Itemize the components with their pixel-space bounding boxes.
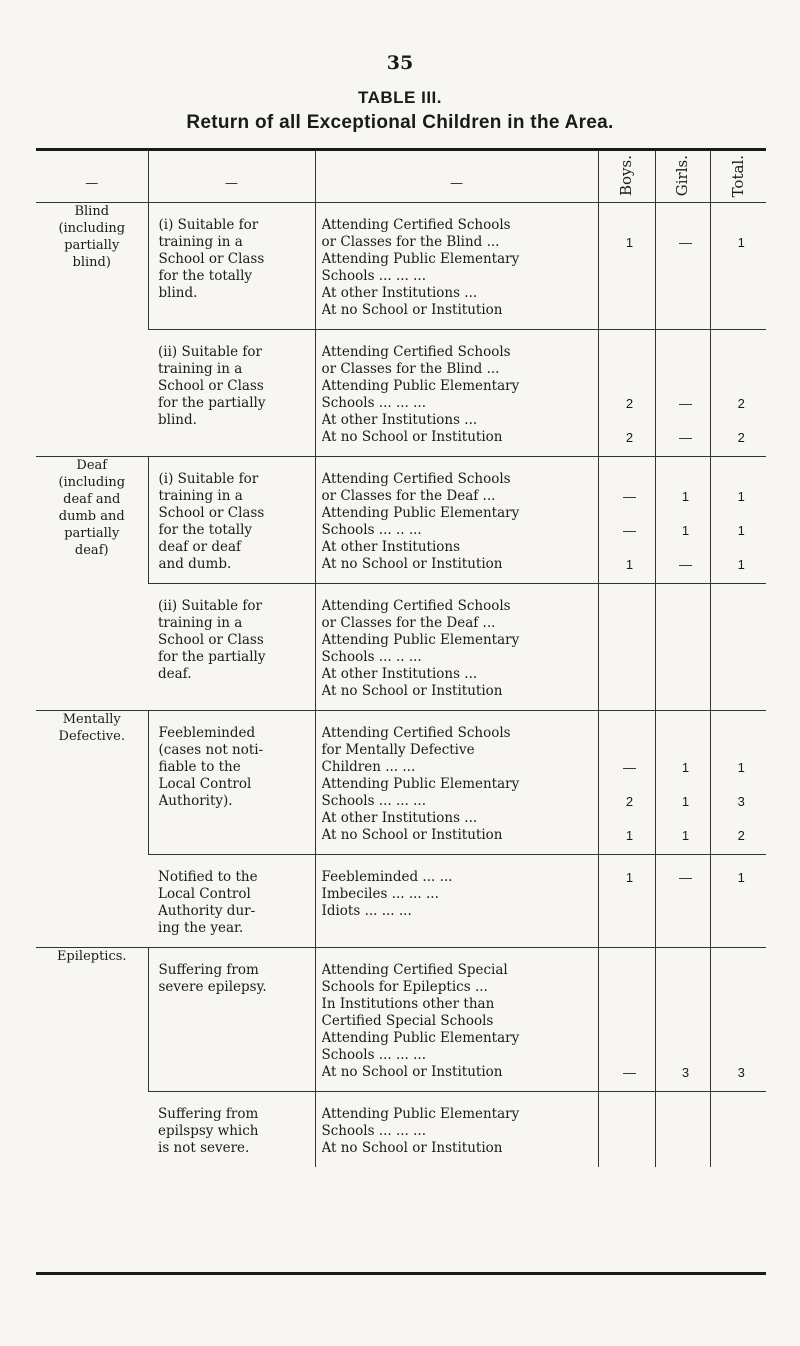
total-count [721,683,763,700]
boys-count [609,1123,651,1140]
total-count [721,378,763,395]
placement-text: for Mentally Defective [321,742,475,759]
category-label: (including [58,221,126,237]
suitability-text: (cases not noti- [158,742,264,759]
category-label: partially [64,238,120,254]
placement-text: Imbeciles ... ... ... [321,886,439,903]
girls-count: 1 [681,828,690,844]
suitability-text: for the partially [158,649,266,666]
girls-count-cell [655,203,710,330]
category-label: blind) [72,255,111,271]
girls-count [666,886,706,903]
girls-count [666,683,706,700]
placement-text: Attending Certified Schools [321,217,511,234]
suitability-text: Authority dur- [158,903,256,920]
boys-count [609,810,651,827]
category-label: Deaf [76,458,108,474]
girls-count [666,996,706,1013]
suitability-cell [148,948,315,1092]
placement-text: Schools ... ... ... [321,793,426,810]
placement-cell [315,948,598,1092]
total-count [721,776,763,793]
suitability-cell [148,203,315,330]
boys-count-cell [598,948,655,1092]
boys-count [609,776,651,793]
total-count-cell [710,855,766,948]
placement-text: or Classes for the Deaf ... [321,488,496,505]
total-count: 2 [737,396,745,412]
boys-count: 2 [625,396,634,412]
boys-count: — [623,489,636,505]
girls-count [666,1013,706,1030]
boys-count: 1 [625,870,634,886]
placement-text: Attending Certified Schools [321,598,511,615]
boys-count [609,361,651,378]
table-title: TABLE III. [357,88,442,107]
total-count-cell [710,330,766,457]
girls-count [666,632,706,649]
suitability-text: Suffering from [158,1106,259,1123]
girls-count [666,1030,706,1047]
total-count [721,725,763,742]
total-count [721,302,763,319]
total-count [721,996,763,1013]
total-count-cell [710,203,766,330]
boys-count [609,471,651,488]
total-count [721,979,763,996]
total-count [721,268,763,285]
placement-cell [315,330,598,457]
girls-count [666,962,706,979]
total-count [721,251,763,268]
total-count [721,1013,763,1030]
boys-count: 2 [625,794,634,810]
suitability-text: Notified to the [158,869,258,886]
suitability-text: for the totally [158,522,253,539]
suitability-text: Feebleminded [158,725,256,742]
placement-text: At other Institutions [321,539,461,556]
placement-cell [315,855,598,948]
category-label: Mentally [62,712,121,728]
suitability-text: blind. [158,285,198,302]
girls-count [666,1047,706,1064]
total-count: 3 [737,794,745,810]
girls-count [666,412,706,429]
suitability-text: (ii) Suitable for [158,598,263,615]
placement-text: At no School or Institution [321,827,503,844]
total-count [721,666,763,683]
category-label: deaf and [63,492,121,508]
placement-text: Attending Public Elementary [321,1106,520,1123]
girls-count [666,776,706,793]
boys-count [609,962,651,979]
suitability-text: training in a [158,234,243,251]
boys-count [609,344,651,361]
suitability-text: epilspsy which [158,1123,259,1140]
placement-text: Certified Special Schools [321,1013,494,1030]
placement-text: Attending Certified Schools [321,344,511,361]
placement-text: Schools ... ... ... [321,268,426,285]
girls-count: 1 [681,523,690,539]
suitability-text: for the partially [158,395,266,412]
placement-text: or Classes for the Blind ... [321,234,500,251]
placement-text: In Institutions other than [321,996,495,1013]
table-row [36,457,766,584]
suitability-text: fiable to the [158,759,241,776]
header-total: Total. [710,151,766,203]
boys-count [609,979,651,996]
exceptional-children-table [36,151,766,1167]
girls-count-cell [655,855,710,948]
total-count [721,810,763,827]
total-count: 2 [737,828,745,844]
girls-count: — [679,557,692,573]
boys-count: 1 [625,235,634,251]
placement-text: At no School or Institution [321,429,503,446]
girls-count: — [679,870,692,886]
boys-count [609,1106,651,1123]
suitability-text: Local Control [158,886,251,903]
placement-text: At other Institutions ... [321,666,478,683]
placement-text: At other Institutions ... [321,412,478,429]
suitability-text: for the totally [158,268,253,285]
girls-count [666,725,706,742]
suitability-text: ing the year. [158,920,244,937]
header-girls: Girls. [655,151,710,203]
suitability-text: (i) Suitable for [158,471,259,488]
boys-count [609,539,651,556]
placement-text: Children ... ... [321,759,416,776]
total-count: 1 [737,760,745,776]
total-count-cell [710,1092,766,1168]
girls-count-cell [655,948,710,1092]
header-placement: — [315,151,598,203]
girls-count [666,217,706,234]
boys-count [609,903,651,920]
placement-cell [315,584,598,711]
placement-text: At no School or Institution [321,302,503,319]
girls-count: — [679,430,692,446]
placement-text: Schools ... ... ... [321,395,426,412]
girls-count-cell [655,1092,710,1168]
boys-count [609,598,651,615]
placement-text: At other Institutions ... [321,285,478,302]
placement-text: Attending Public Elementary [321,505,520,522]
total-count [721,285,763,302]
total-count [721,539,763,556]
category-label: dumb and [58,509,125,525]
placement-text: At no School or Institution [321,683,503,700]
suitability-text: deaf or deaf [158,539,242,556]
category-label: partially [64,526,120,542]
boys-count [609,505,651,522]
girls-count: 1 [681,760,690,776]
category-cell [36,203,148,457]
placement-text: Attending Public Elementary [321,1030,520,1047]
placement-text: Attending Public Elementary [321,378,520,395]
total-count [721,1047,763,1064]
girls-count [666,1140,706,1157]
boys-count [609,1030,651,1047]
girls-count-cell [655,584,710,711]
suitability-text: School or Class [158,251,265,268]
total-count: 1 [737,235,745,251]
boys-count [609,666,651,683]
placement-text: Schools for Epileptics ... [321,979,488,996]
suitability-text: deaf. [158,666,192,683]
girls-count [666,251,706,268]
boys-count-cell [598,1092,655,1168]
suitability-cell [148,330,315,457]
girls-count: 3 [681,1065,690,1081]
suitability-cell [148,584,315,711]
boys-count: 1 [625,557,634,573]
table-row [36,711,766,855]
placement-text: Schools ... ... ... [321,1047,426,1064]
total-count [721,505,763,522]
category-label: Epileptics. [56,949,127,965]
total-count [721,903,763,920]
suitability-text: and dumb. [158,556,232,573]
girls-count [666,361,706,378]
category-label: deaf) [74,543,109,559]
total-count [721,217,763,234]
total-count [721,1140,763,1157]
placement-text: Attending Certified Schools [321,725,511,742]
boys-count [609,1047,651,1064]
bottom-rule [36,1272,766,1275]
suitability-text: (i) Suitable for [158,217,259,234]
girls-count [666,810,706,827]
category-label: Blind [74,204,110,220]
boys-count [609,615,651,632]
total-count-cell [710,948,766,1092]
boys-count [609,886,651,903]
suitability-text: Suffering from [158,962,259,979]
boys-count-cell [598,711,655,855]
boys-count: 2 [625,430,634,446]
table-row [36,203,766,330]
girls-count-cell [655,711,710,855]
boys-count-cell [598,457,655,584]
placement-text: Attending Public Elementary [321,632,520,649]
girls-count [666,539,706,556]
placement-text: Schools ... .. ... [321,649,422,666]
total-count-cell [710,457,766,584]
category-cell [36,948,148,1168]
suitability-text: training in a [158,615,243,632]
suitability-text: blind. [158,412,197,429]
girls-count [666,979,706,996]
placement-text: At no School or Institution [321,1140,503,1157]
suitability-cell [148,711,315,855]
suitability-text: (ii) Suitable for [158,344,263,361]
total-count [721,471,763,488]
total-count [721,615,763,632]
boys-count-cell [598,330,655,457]
placement-text: Attending Public Elementary [321,251,520,268]
placement-text: or Classes for the Deaf ... [321,615,496,632]
girls-count [666,471,706,488]
boys-count: — [623,523,636,539]
total-count [721,886,763,903]
placement-cell [315,1092,598,1168]
boys-count: — [623,1065,636,1081]
boys-count [609,251,651,268]
placement-cell [315,457,598,584]
boys-count [609,1013,651,1030]
category-label: Defective. [58,729,125,745]
header-boys: Boys. [598,151,655,203]
header-row [36,151,766,203]
placement-text: At no School or Institution [321,1064,503,1081]
suitability-text: School or Class [158,632,264,649]
suitability-text: severe epilepsy. [158,979,267,996]
suitability-cell [148,457,315,584]
boys-count [609,996,651,1013]
placement-text: Feebleminded ... ... [321,869,453,886]
girls-count-cell [655,457,710,584]
total-count [721,632,763,649]
boys-count [609,649,651,666]
suitability-cell [148,1092,315,1168]
girls-count [666,378,706,395]
boys-count [609,217,651,234]
total-count [721,1030,763,1047]
suitability-text: training in a [158,361,243,378]
total-count: 1 [737,557,745,573]
suitability-text: training in a [158,488,243,505]
category-cell [36,457,148,711]
suitability-text: Authority). [158,793,233,810]
placement-text: Schools ... .. ... [321,522,422,539]
girls-count [666,268,706,285]
total-count-cell [710,711,766,855]
page-number: 35 [386,52,414,74]
girls-count [666,598,706,615]
total-count [721,412,763,429]
total-count [721,962,763,979]
boys-count [609,268,651,285]
placement-cell [315,711,598,855]
boys-count [609,412,651,429]
placement-text: Schools ... ... ... [321,1123,426,1140]
girls-count: 1 [681,794,690,810]
boys-count [609,302,651,319]
boys-count [609,683,651,700]
placement-text: At no School or Institution [321,556,503,573]
girls-count [666,302,706,319]
boys-count-cell [598,584,655,711]
girls-count: — [679,235,692,251]
category-cell [36,711,148,948]
total-count: 1 [737,489,745,505]
table-row [36,948,766,1092]
girls-count: 1 [681,489,690,505]
placement-cell [315,203,598,330]
total-count [721,1123,763,1140]
girls-count [666,344,706,361]
suitability-text: is not severe. [158,1140,250,1157]
boys-count [609,285,651,302]
suitability-text: School or Class [158,505,265,522]
girls-count [666,742,706,759]
total-count [721,361,763,378]
girls-count: — [679,396,692,412]
girls-count [666,649,706,666]
girls-count [666,505,706,522]
suitability-text: Local Control [158,776,252,793]
boys-count [609,378,651,395]
girls-count [666,1106,706,1123]
boys-count-cell [598,855,655,948]
boys-count [609,632,651,649]
boys-count [609,1140,651,1157]
total-count [721,598,763,615]
placement-text: or Classes for the Blind ... [321,361,500,378]
total-count [721,1106,763,1123]
total-count [721,742,763,759]
girls-count [666,666,706,683]
boys-count: — [623,760,636,776]
placement-text: Attending Certified Schools [321,471,511,488]
total-count [721,649,763,666]
girls-count [666,615,706,632]
header-suitability: — [148,151,315,203]
boys-count-cell [598,203,655,330]
girls-count [666,1123,706,1140]
category-label: (including [58,475,126,491]
girls-count [666,285,706,302]
girls-count-cell [655,330,710,457]
placement-text: Attending Certified Special [321,962,508,979]
total-count: 3 [737,1065,745,1081]
placement-text: At other Institutions ... [321,810,478,827]
total-count-cell [710,584,766,711]
header-category: — [36,151,148,203]
table-subtitle: Return of all Exceptional Children in the Area. [186,112,614,133]
total-count: 2 [737,430,745,446]
total-count [721,344,763,361]
boys-count [609,742,651,759]
total-count: 1 [737,870,745,886]
total-count: 1 [737,523,745,539]
suitability-cell [148,855,315,948]
boys-count [609,725,651,742]
girls-count [666,903,706,920]
suitability-text: School or Class [158,378,264,395]
boys-count: 1 [625,828,634,844]
placement-text: Attending Public Elementary [321,776,520,793]
placement-text: Idiots ... ... ... [321,903,412,920]
